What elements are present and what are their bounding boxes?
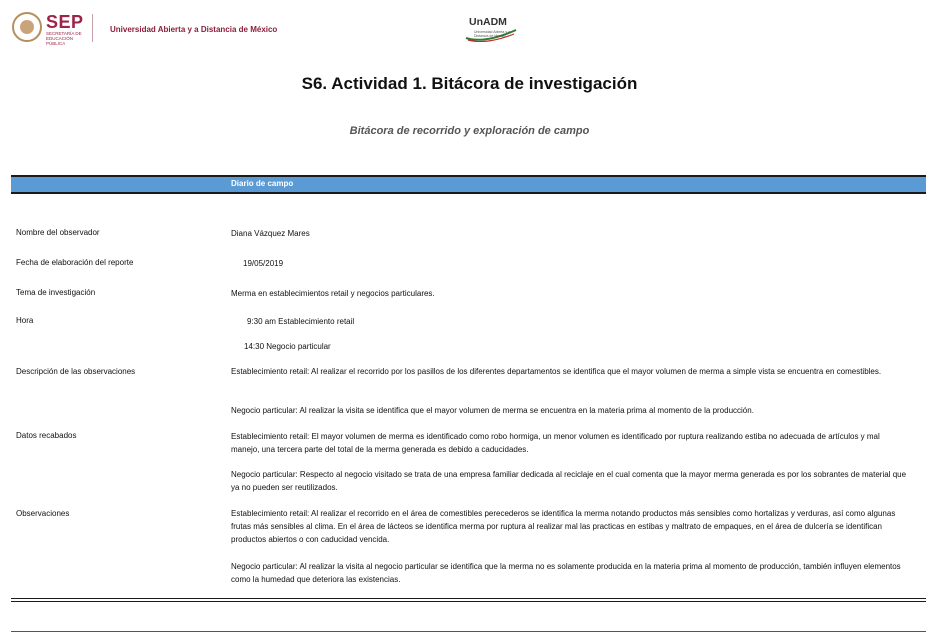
time-value-1: 9:30 am Establecimiento retail [247, 317, 355, 326]
data-p1: Establecimiento retail: El mayor volumen de merma es identificado como robo hormiga, un menor volumen es identificado por ruptura realizando estiba no adecuada de artículos y mal manejo, una tercera parte del total de la merma generada es debido a caducidades. [231, 432, 880, 454]
observations-p2: Negocio particular: Al realizar la visita al negocio particular se identifica que la merma no es solamente producida en la materia prima al momento de producción, también influyen elementos como la humedad que deteriora las existencias. [231, 562, 901, 584]
observations-label: Observaciones [16, 509, 70, 518]
section-band [11, 177, 926, 192]
bottom-rule-2 [11, 601, 926, 602]
time-value-2: 14:30 Negocio particular [244, 342, 331, 351]
data-label: Datos recabados [16, 431, 77, 440]
bottom-rule-1 [11, 598, 926, 599]
unadm-logo: UnADM [469, 16, 507, 28]
sep-subtitle: SECRETARÍA DE EDUCACIÓN PÚBLICA [46, 31, 82, 46]
university-name: Universidad Abierta y a Distancia de México [110, 25, 278, 34]
description-p1: Establecimiento retail: Al realizar el recorrido por los pasillos de los diferentes departamentos se identifica que el mayor volumen de merma a simple vista se encuentra en comestibles. [231, 367, 882, 376]
topic-value: Merma en establecimientos retail y negocios particulares. [231, 289, 435, 298]
topic-label: Tema de investigación [16, 288, 96, 297]
observer-value: Diana Vázquez Mares [231, 229, 310, 238]
sep-seal-icon [12, 12, 42, 42]
description-label: Descripción de las observaciones [16, 367, 136, 376]
time-label: Hora [16, 316, 34, 325]
band-label: Diario de campo [231, 179, 294, 188]
observations-p1: Establecimiento retail: Al realizar el recorrido en el área de comestibles perecederos se identifica la merma notando productos más sensibles como hortalizas y verduras, así como algunas frutas más sensibles al clima. En el área de lácteos se identifica merma por ruptura al realizar mal las practicas en estibas y maltrato de empaques, en el área de dulcería se identifican productos abiertos o con caducidad vencida. [231, 509, 896, 544]
page-title: S6. Actividad 1. Bitácora de investigación [301, 74, 638, 93]
data-p2: Negocio particular: Respecto al negocio visitado se trata de una empresa familiar dedicada al reciclaje en el cual comenta que la mayor merma generada es por los sobrantes de material que ya no pueden ser reutilizados. [231, 470, 907, 492]
unadm-tagline: Universidad Abierta y a Distancia de México [474, 30, 510, 38]
page-subtitle: Bitácora de recorrido y exploración de campo [349, 125, 590, 137]
sep-logo: SEP [46, 12, 84, 32]
date-label: Fecha de elaboración del reporte [16, 258, 134, 267]
header-divider [92, 14, 93, 42]
bottom-rule-3 [11, 631, 926, 632]
observer-label: Nombre del observador [16, 228, 100, 237]
band-rule-bottom [11, 192, 926, 194]
description-p2: Negocio particular: Al realizar la visita se identifica que el mayor volumen de merma se encuentra en la materia prima al momento de la producción. [231, 406, 754, 415]
date-value: 19/05/2019 [243, 259, 284, 268]
